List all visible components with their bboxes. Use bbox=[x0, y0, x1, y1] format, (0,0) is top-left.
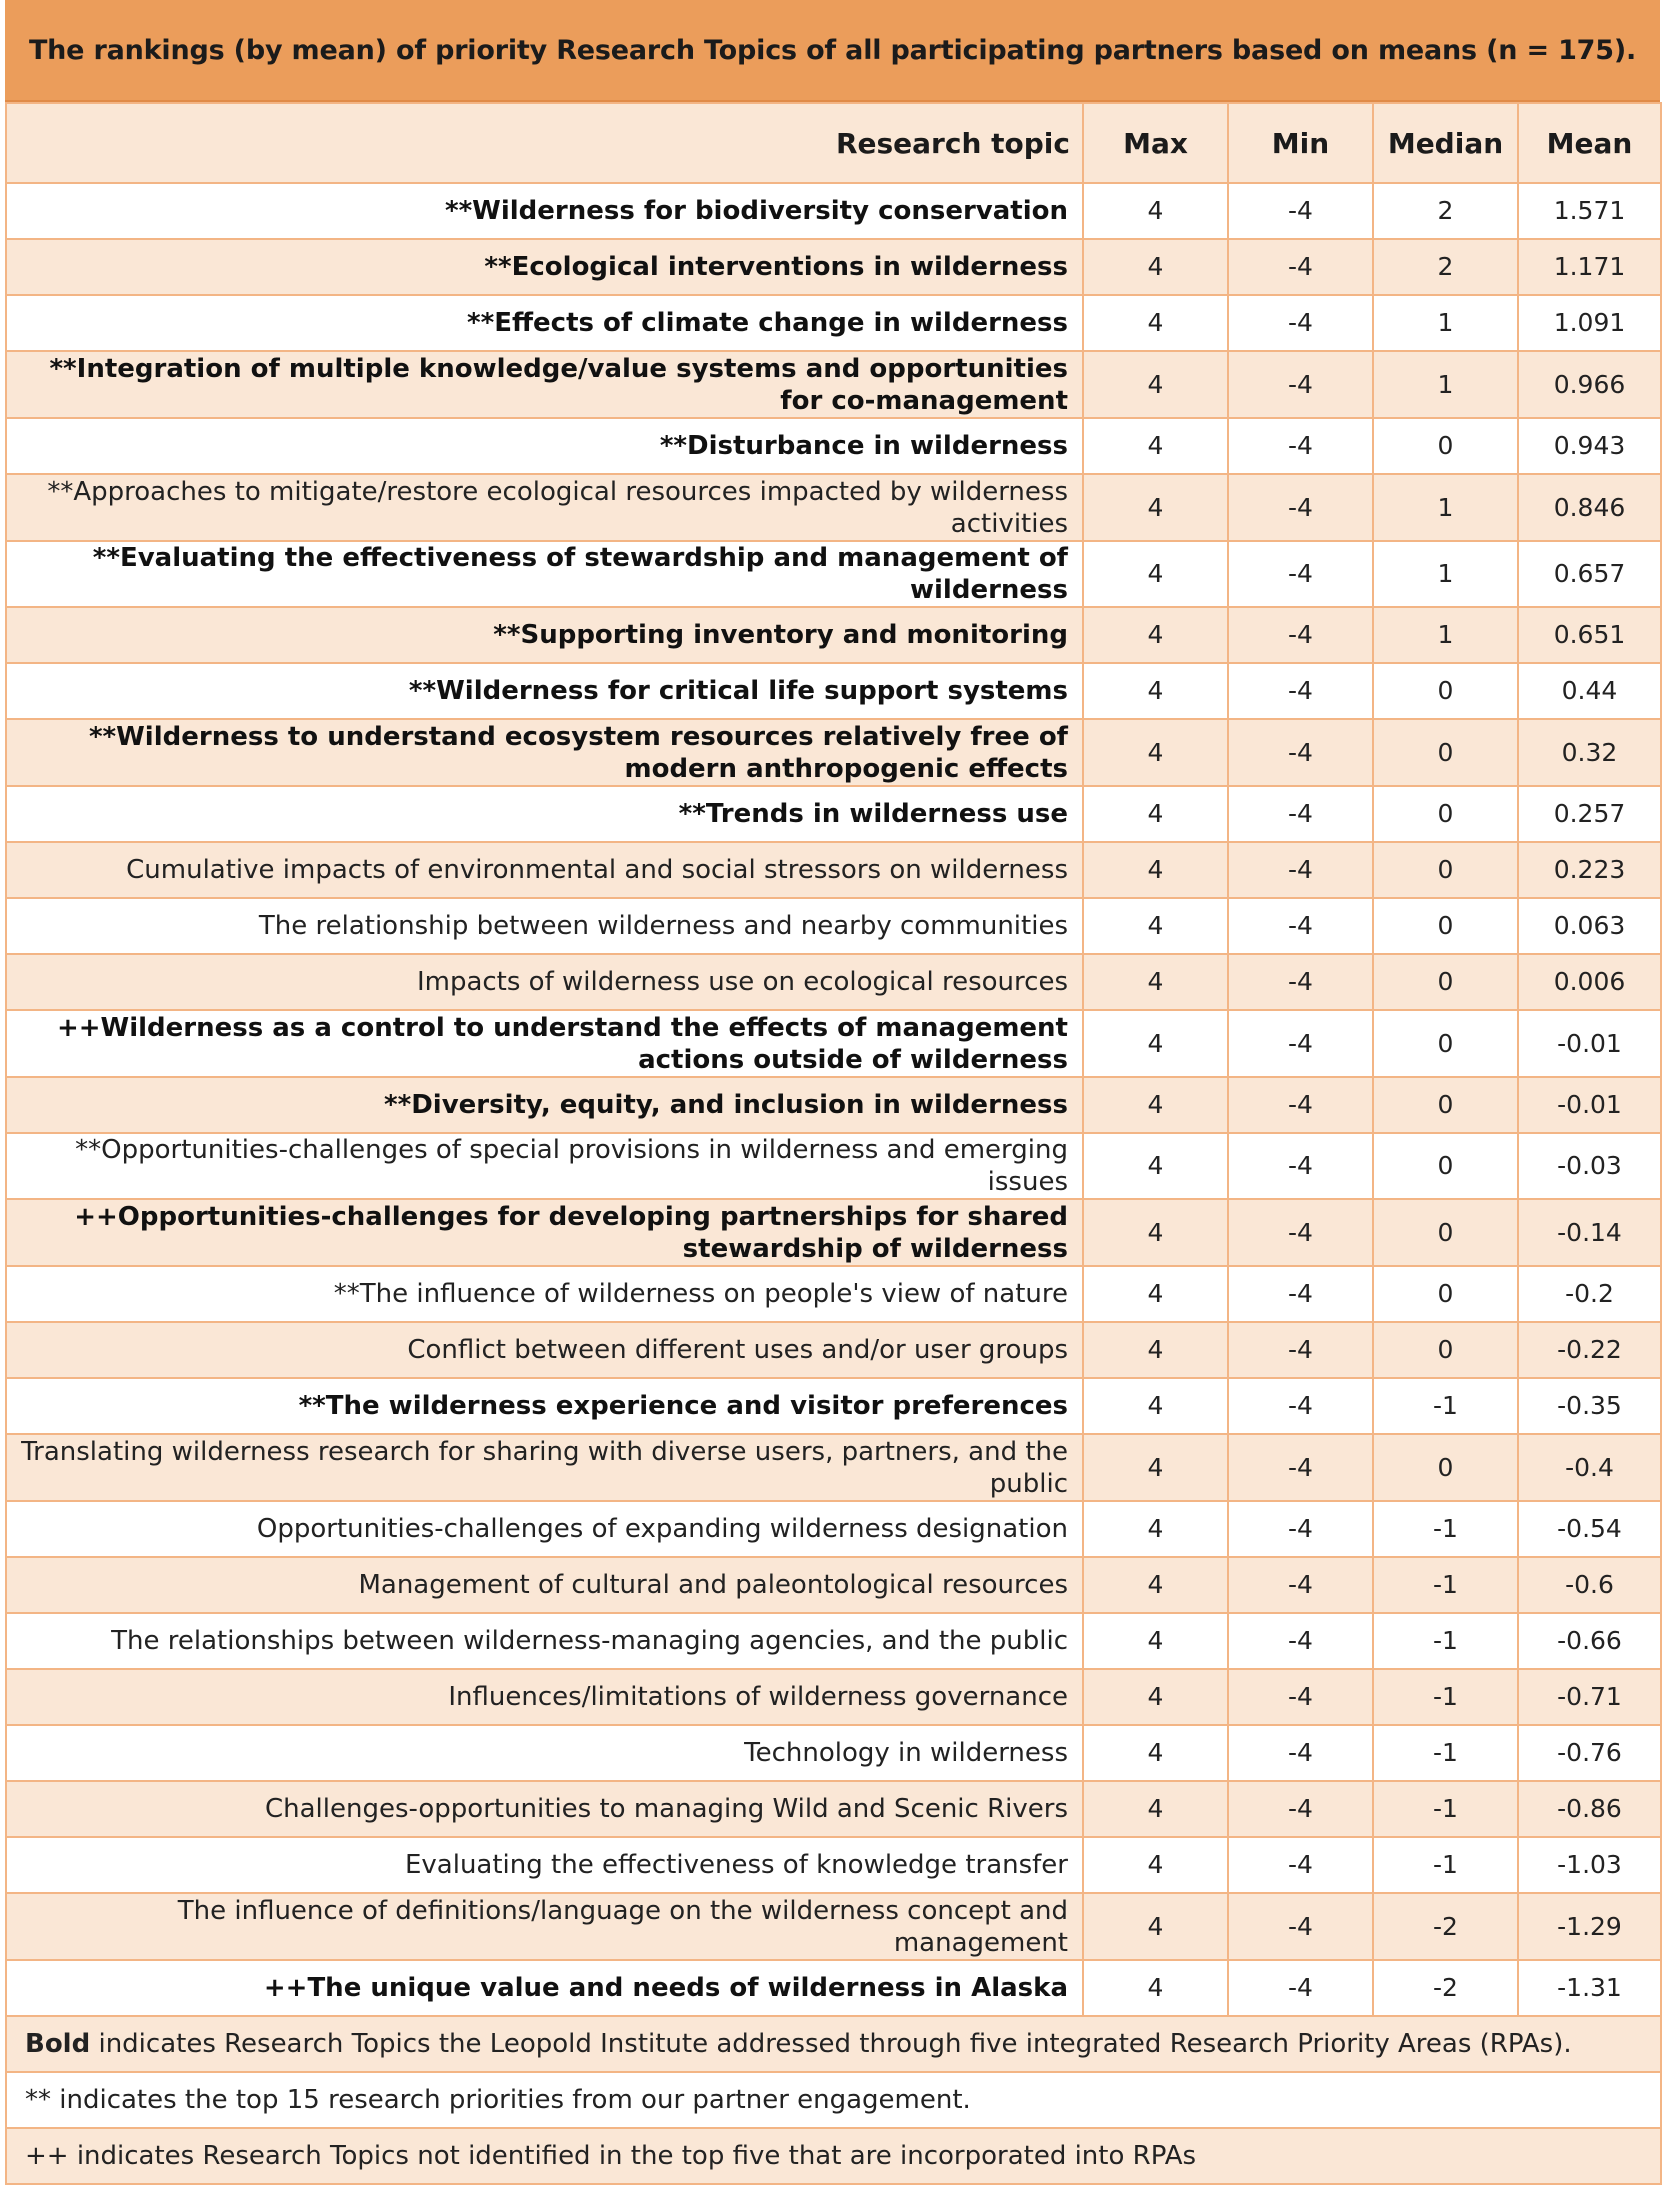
min-cell: -4 bbox=[1228, 1133, 1373, 1199]
topic-cell: **Diversity, equity, and inclusion in wilderness bbox=[6, 1077, 1083, 1133]
mean-cell: -0.2 bbox=[1518, 1266, 1661, 1322]
table-row bbox=[6, 1501, 1661, 1557]
median-cell: 0 bbox=[1373, 418, 1518, 474]
max-cell: 4 bbox=[1083, 1613, 1228, 1669]
table-row bbox=[6, 1960, 1661, 2016]
max-cell: 4 bbox=[1083, 474, 1228, 541]
mean-cell: 0.651 bbox=[1518, 607, 1661, 663]
header-median: Median bbox=[1373, 103, 1518, 183]
mean-cell: -0.22 bbox=[1518, 1322, 1661, 1378]
footnote-bold-text: indicates Research Topics the Leopold Institute addressed through five integrated Research Priority Areas (RPAs). bbox=[90, 2029, 1572, 2059]
mean-cell: -0.03 bbox=[1518, 1133, 1661, 1199]
min-cell: -4 bbox=[1228, 1322, 1373, 1378]
max-cell: 4 bbox=[1083, 1501, 1228, 1557]
median-cell: -1 bbox=[1373, 1557, 1518, 1613]
mean-cell: -0.01 bbox=[1518, 1077, 1661, 1133]
median-cell: 1 bbox=[1373, 474, 1518, 541]
table-row bbox=[6, 663, 1661, 719]
min-cell: -4 bbox=[1228, 1669, 1373, 1725]
table-row bbox=[6, 1077, 1661, 1133]
topic-cell: **Approaches to mitigate/restore ecological resources impacted by wilderness activities bbox=[6, 474, 1083, 541]
min-cell: -4 bbox=[1228, 1378, 1373, 1434]
median-cell: 1 bbox=[1373, 541, 1518, 607]
max-cell: 4 bbox=[1083, 1893, 1228, 1960]
topic-cell: **Ecological interventions in wilderness bbox=[6, 239, 1083, 295]
table-row bbox=[6, 1266, 1661, 1322]
min-cell: -4 bbox=[1228, 295, 1373, 351]
max-cell: 4 bbox=[1083, 1010, 1228, 1077]
min-cell: -4 bbox=[1228, 1199, 1373, 1266]
min-cell: -4 bbox=[1228, 1557, 1373, 1613]
max-cell: 4 bbox=[1083, 719, 1228, 786]
min-cell: -4 bbox=[1228, 786, 1373, 842]
median-cell: 2 bbox=[1373, 239, 1518, 295]
topic-cell: Challenges-opportunities to managing Wild and Scenic Rivers bbox=[6, 1781, 1083, 1837]
header-max: Max bbox=[1083, 103, 1228, 183]
table-row bbox=[6, 541, 1661, 607]
topic-cell: The relationships between wilderness-managing agencies, and the public bbox=[6, 1613, 1083, 1669]
max-cell: 4 bbox=[1083, 786, 1228, 842]
topic-cell: **Trends in wilderness use bbox=[6, 786, 1083, 842]
max-cell: 4 bbox=[1083, 295, 1228, 351]
min-cell: -4 bbox=[1228, 1434, 1373, 1501]
topic-cell: Opportunities-challenges of expanding wilderness designation bbox=[6, 1501, 1083, 1557]
table-row bbox=[6, 1781, 1661, 1837]
min-cell: -4 bbox=[1228, 898, 1373, 954]
mean-cell: 0.223 bbox=[1518, 842, 1661, 898]
topic-cell: **The influence of wilderness on people's view of nature bbox=[6, 1266, 1083, 1322]
topic-cell: ++The unique value and needs of wilderness in Alaska bbox=[6, 1960, 1083, 2016]
topic-cell: ++Opportunities-challenges for developing partnerships for shared stewardship of wilderness bbox=[6, 1199, 1083, 1266]
table-row bbox=[6, 607, 1661, 663]
table-row bbox=[6, 786, 1661, 842]
min-cell: -4 bbox=[1228, 1501, 1373, 1557]
mean-cell: 1.091 bbox=[1518, 295, 1661, 351]
table-row bbox=[6, 898, 1661, 954]
max-cell: 4 bbox=[1083, 1557, 1228, 1613]
median-cell: 1 bbox=[1373, 295, 1518, 351]
rankings-table bbox=[5, 102, 1662, 2185]
topic-cell: **Supporting inventory and monitoring bbox=[6, 607, 1083, 663]
median-cell: 0 bbox=[1373, 898, 1518, 954]
min-cell: -4 bbox=[1228, 474, 1373, 541]
max-cell: 4 bbox=[1083, 418, 1228, 474]
median-cell: 0 bbox=[1373, 786, 1518, 842]
table-row bbox=[6, 1725, 1661, 1781]
mean-cell: -1.31 bbox=[1518, 1960, 1661, 2016]
mean-cell: -0.01 bbox=[1518, 1010, 1661, 1077]
min-cell: -4 bbox=[1228, 183, 1373, 239]
max-cell: 4 bbox=[1083, 1077, 1228, 1133]
topic-cell: Conflict between different uses and/or user groups bbox=[6, 1322, 1083, 1378]
table-row bbox=[6, 719, 1661, 786]
min-cell: -4 bbox=[1228, 663, 1373, 719]
table-row bbox=[6, 1378, 1661, 1434]
topic-cell: Evaluating the effectiveness of knowledge transfer bbox=[6, 1837, 1083, 1893]
topic-cell: **Wilderness for critical life support systems bbox=[6, 663, 1083, 719]
mean-cell: -1.29 bbox=[1518, 1893, 1661, 1960]
min-cell: -4 bbox=[1228, 607, 1373, 663]
topic-cell: Influences/limitations of wilderness governance bbox=[6, 1669, 1083, 1725]
median-cell: 0 bbox=[1373, 1322, 1518, 1378]
mean-cell: -0.86 bbox=[1518, 1781, 1661, 1837]
topic-cell: Cumulative impacts of environmental and social stressors on wilderness bbox=[6, 842, 1083, 898]
table-row bbox=[6, 1199, 1661, 1266]
median-cell: -1 bbox=[1373, 1613, 1518, 1669]
max-cell: 4 bbox=[1083, 842, 1228, 898]
table-row bbox=[6, 1322, 1661, 1378]
topic-cell: ++Wilderness as a control to understand the effects of management actions outside of wilderness bbox=[6, 1010, 1083, 1077]
topic-cell: **Effects of climate change in wilderness bbox=[6, 295, 1083, 351]
min-cell: -4 bbox=[1228, 1781, 1373, 1837]
median-cell: -1 bbox=[1373, 1669, 1518, 1725]
median-cell: 0 bbox=[1373, 954, 1518, 1010]
median-cell: 0 bbox=[1373, 1010, 1518, 1077]
max-cell: 4 bbox=[1083, 1837, 1228, 1893]
footnote-bold-word: Bold bbox=[25, 2029, 91, 2059]
max-cell: 4 bbox=[1083, 1434, 1228, 1501]
mean-cell: 0.943 bbox=[1518, 418, 1661, 474]
topic-cell: Management of cultural and paleontological resources bbox=[6, 1557, 1083, 1613]
mean-cell: 1.571 bbox=[1518, 183, 1661, 239]
max-cell: 4 bbox=[1083, 663, 1228, 719]
table-body bbox=[6, 183, 1661, 2016]
topic-cell: Technology in wilderness bbox=[6, 1725, 1083, 1781]
table-row bbox=[6, 1133, 1661, 1199]
table-row bbox=[6, 842, 1661, 898]
min-cell: -4 bbox=[1228, 239, 1373, 295]
max-cell: 4 bbox=[1083, 1669, 1228, 1725]
median-cell: 0 bbox=[1373, 1199, 1518, 1266]
median-cell: 0 bbox=[1373, 842, 1518, 898]
footnote-star: ** indicates the top 15 research priorities from our partner engagement. bbox=[6, 2072, 1661, 2128]
topic-cell: The relationship between wilderness and nearby communities bbox=[6, 898, 1083, 954]
table-row bbox=[6, 1893, 1661, 1960]
max-cell: 4 bbox=[1083, 1322, 1228, 1378]
mean-cell: 0.257 bbox=[1518, 786, 1661, 842]
median-cell: -2 bbox=[1373, 1893, 1518, 1960]
median-cell: -1 bbox=[1373, 1501, 1518, 1557]
min-cell: -4 bbox=[1228, 1077, 1373, 1133]
mean-cell: 0.32 bbox=[1518, 719, 1661, 786]
max-cell: 4 bbox=[1083, 1199, 1228, 1266]
median-cell: -1 bbox=[1373, 1725, 1518, 1781]
header-row bbox=[6, 103, 1661, 183]
median-cell: -1 bbox=[1373, 1837, 1518, 1893]
mean-cell: 0.657 bbox=[1518, 541, 1661, 607]
mean-cell: 0.006 bbox=[1518, 954, 1661, 1010]
table-row bbox=[6, 1434, 1661, 1501]
max-cell: 4 bbox=[1083, 607, 1228, 663]
table-row bbox=[6, 239, 1661, 295]
max-cell: 4 bbox=[1083, 898, 1228, 954]
topic-cell: **Integration of multiple knowledge/value systems and opportunities for co-management bbox=[6, 351, 1083, 418]
median-cell: 0 bbox=[1373, 1434, 1518, 1501]
median-cell: 0 bbox=[1373, 719, 1518, 786]
max-cell: 4 bbox=[1083, 239, 1228, 295]
table-row bbox=[6, 1613, 1661, 1669]
max-cell: 4 bbox=[1083, 1781, 1228, 1837]
footnote-star-row bbox=[6, 2072, 1661, 2128]
median-cell: 0 bbox=[1373, 663, 1518, 719]
min-cell: -4 bbox=[1228, 1266, 1373, 1322]
min-cell: -4 bbox=[1228, 954, 1373, 1010]
max-cell: 4 bbox=[1083, 1266, 1228, 1322]
header-min: Min bbox=[1228, 103, 1373, 183]
topic-cell: **Opportunities-challenges of special provisions in wilderness and emerging issues bbox=[6, 1133, 1083, 1199]
median-cell: 0 bbox=[1373, 1266, 1518, 1322]
topic-cell: **Wilderness for biodiversity conservation bbox=[6, 183, 1083, 239]
median-cell: 0 bbox=[1373, 1077, 1518, 1133]
mean-cell: -0.14 bbox=[1518, 1199, 1661, 1266]
topic-cell: Translating wilderness research for sharing with diverse users, partners, and the public bbox=[6, 1434, 1083, 1501]
median-cell: 1 bbox=[1373, 607, 1518, 663]
min-cell: -4 bbox=[1228, 1725, 1373, 1781]
max-cell: 4 bbox=[1083, 954, 1228, 1010]
mean-cell: 0.846 bbox=[1518, 474, 1661, 541]
mean-cell: -0.6 bbox=[1518, 1557, 1661, 1613]
max-cell: 4 bbox=[1083, 1725, 1228, 1781]
min-cell: -4 bbox=[1228, 842, 1373, 898]
table-row bbox=[6, 1837, 1661, 1893]
table-title: The rankings (by mean) of priority Research Topics of all participating partners based on means (n = 175). bbox=[5, 0, 1660, 102]
mean-cell: -0.54 bbox=[1518, 1501, 1661, 1557]
footnote-bold-row bbox=[6, 2016, 1661, 2072]
max-cell: 4 bbox=[1083, 183, 1228, 239]
median-cell: 1 bbox=[1373, 351, 1518, 418]
mean-cell: -0.71 bbox=[1518, 1669, 1661, 1725]
min-cell: -4 bbox=[1228, 1010, 1373, 1077]
min-cell: -4 bbox=[1228, 1960, 1373, 2016]
table-row bbox=[6, 1557, 1661, 1613]
min-cell: -4 bbox=[1228, 541, 1373, 607]
footnote-bold bbox=[6, 2016, 1661, 2072]
table-row bbox=[6, 295, 1661, 351]
footnote-plus-row bbox=[6, 2128, 1661, 2184]
max-cell: 4 bbox=[1083, 541, 1228, 607]
mean-cell: -0.4 bbox=[1518, 1434, 1661, 1501]
mean-cell: -0.66 bbox=[1518, 1613, 1661, 1669]
median-cell: -1 bbox=[1373, 1378, 1518, 1434]
min-cell: -4 bbox=[1228, 1837, 1373, 1893]
topic-cell: Impacts of wilderness use on ecological resources bbox=[6, 954, 1083, 1010]
max-cell: 4 bbox=[1083, 1133, 1228, 1199]
min-cell: -4 bbox=[1228, 1613, 1373, 1669]
footnote-plus: ++ indicates Research Topics not identified in the top five that are incorporated into RPAs bbox=[6, 2128, 1661, 2184]
median-cell: 2 bbox=[1373, 183, 1518, 239]
mean-cell: -0.35 bbox=[1518, 1378, 1661, 1434]
table-row bbox=[6, 1010, 1661, 1077]
mean-cell: -0.76 bbox=[1518, 1725, 1661, 1781]
median-cell: 0 bbox=[1373, 1133, 1518, 1199]
mean-cell: 1.171 bbox=[1518, 239, 1661, 295]
table-row bbox=[6, 954, 1661, 1010]
topic-cell: **Disturbance in wilderness bbox=[6, 418, 1083, 474]
table-row bbox=[6, 1669, 1661, 1725]
header-research-topic: Research topic bbox=[6, 103, 1083, 183]
header-mean: Mean bbox=[1518, 103, 1661, 183]
table-row bbox=[6, 351, 1661, 418]
table-row bbox=[6, 418, 1661, 474]
mean-cell: 0.44 bbox=[1518, 663, 1661, 719]
mean-cell: 0.966 bbox=[1518, 351, 1661, 418]
max-cell: 4 bbox=[1083, 1378, 1228, 1434]
min-cell: -4 bbox=[1228, 351, 1373, 418]
topic-cell: **The wilderness experience and visitor preferences bbox=[6, 1378, 1083, 1434]
topic-cell: **Wilderness to understand ecosystem resources relatively free of modern anthropogenic effects bbox=[6, 719, 1083, 786]
mean-cell: 0.063 bbox=[1518, 898, 1661, 954]
median-cell: -1 bbox=[1373, 1781, 1518, 1837]
topic-cell: **Evaluating the effectiveness of stewardship and management of wilderness bbox=[6, 541, 1083, 607]
min-cell: -4 bbox=[1228, 719, 1373, 786]
topic-cell: The influence of definitions/language on the wilderness concept and management bbox=[6, 1893, 1083, 1960]
min-cell: -4 bbox=[1228, 418, 1373, 474]
max-cell: 4 bbox=[1083, 351, 1228, 418]
min-cell: -4 bbox=[1228, 1893, 1373, 1960]
max-cell: 4 bbox=[1083, 1960, 1228, 2016]
table-container bbox=[5, 0, 1660, 2185]
mean-cell: -1.03 bbox=[1518, 1837, 1661, 1893]
table-row bbox=[6, 183, 1661, 239]
median-cell: -2 bbox=[1373, 1960, 1518, 2016]
table-row bbox=[6, 474, 1661, 541]
